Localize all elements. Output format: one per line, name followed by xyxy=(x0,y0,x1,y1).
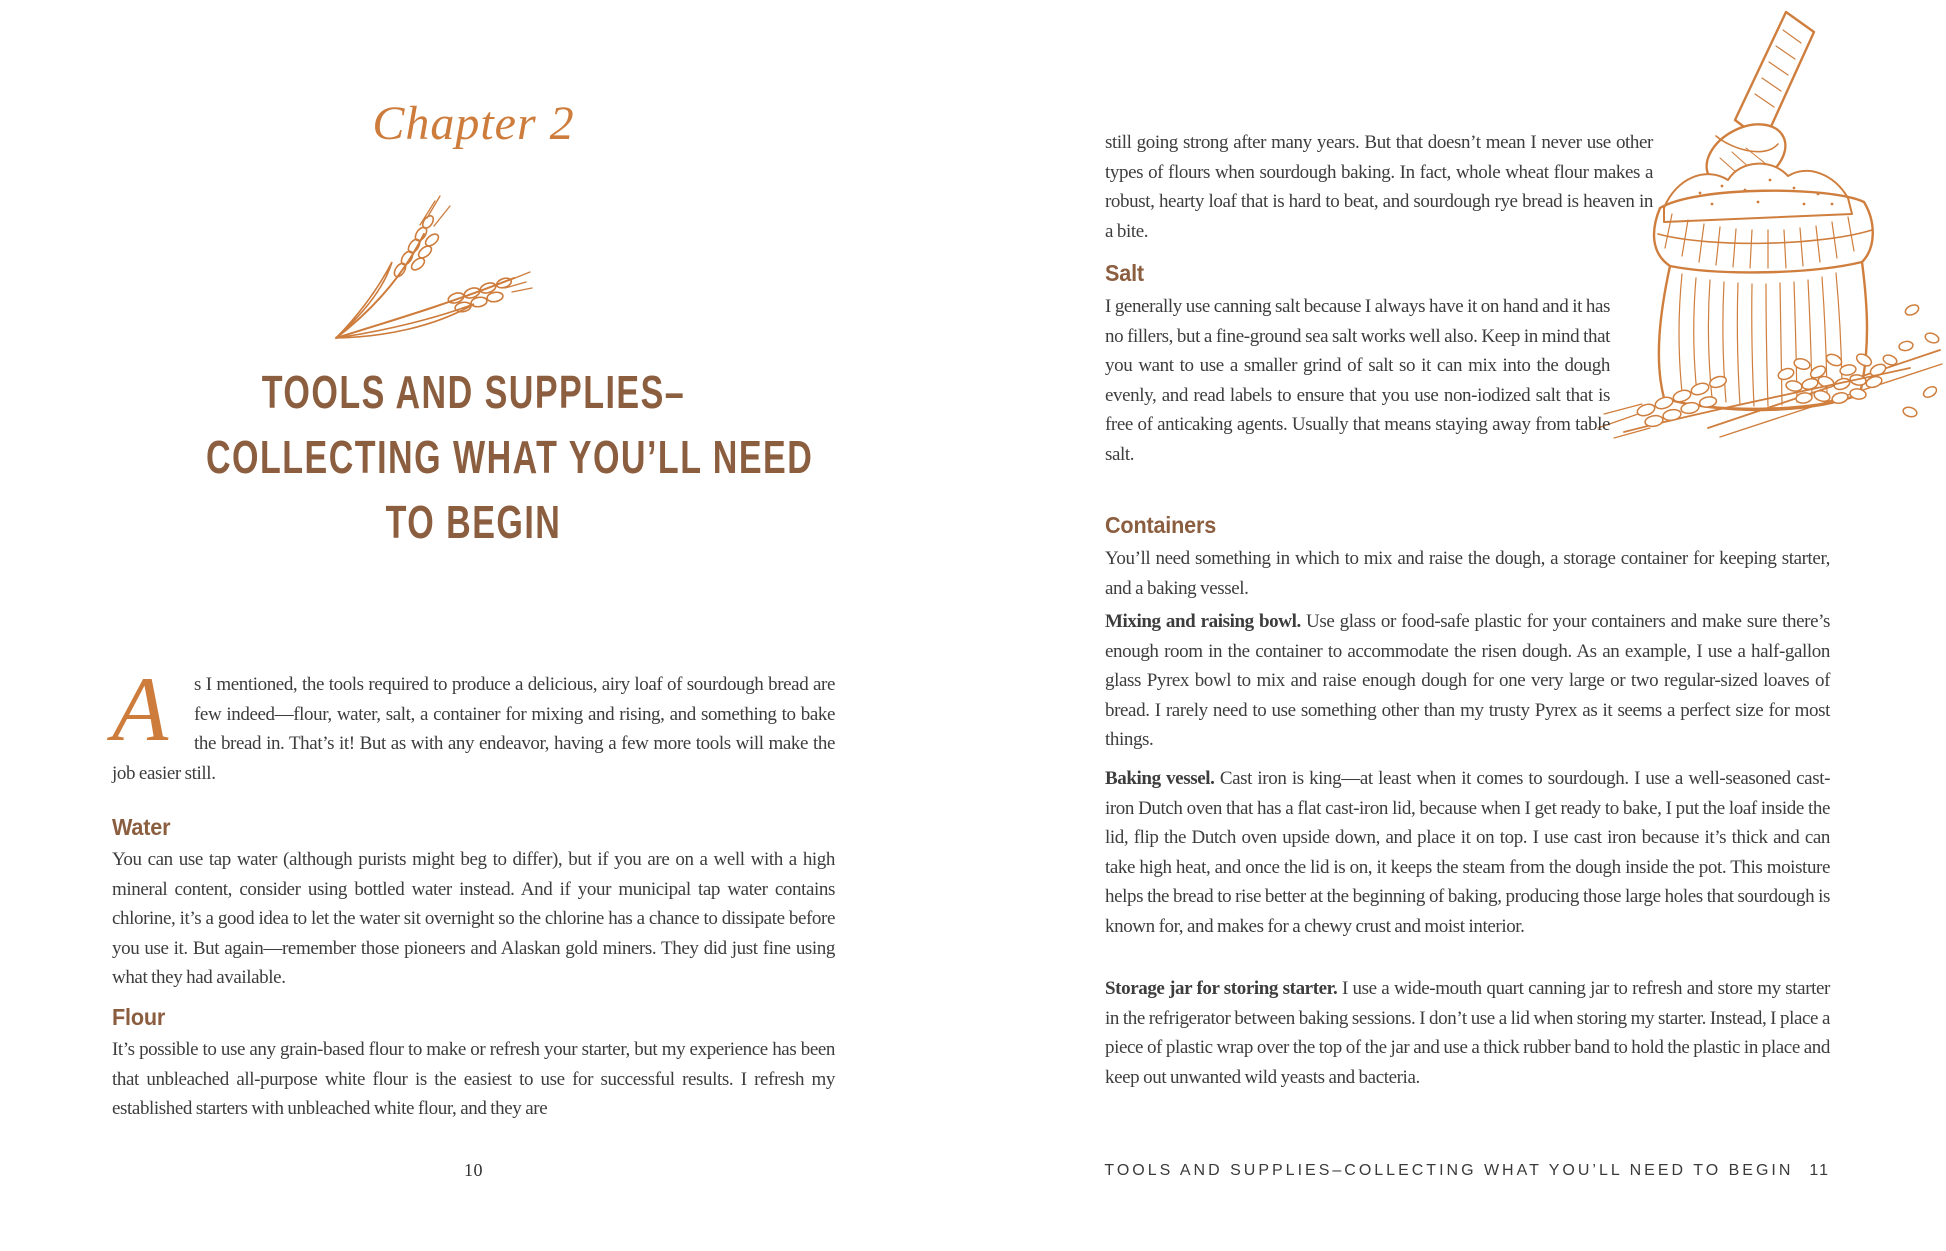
item-mixing-bowl-body: Use glass or food-safe plastic for your containers and make sure there’s enough room in the container to accommodate the risen dough. As an example, I use a half-gallon glass Pyrex bowl to mix and raise enough dough for one very large or two regular-sized loaves of bread. I rarely need to use something other than my trusty Pyrex as it seems a perfect size for most things. xyxy=(1105,611,1830,750)
item-mixing-bowl-lead: Mixing and raising bowl. xyxy=(1105,611,1301,632)
item-baking-vessel-body: Cast iron is king—at least when it comes to sourdough. I use a well-seasoned cast-iron Dutch oven that has a flat cast-iron lid, because when I get ready to bake, I put the loaf inside the lid, flip the Dutch oven upside down, and place it on top. I use cast iron because it’s thick and can take high heat, and once the lid is on, it keeps the steam from the dough inside the pot. This moisture helps the bread to rise better at the beginning of baking, producing those large holes that sourdough is known for, and makes for a chewy crust and moist interior. xyxy=(1105,768,1830,937)
chapter-title xyxy=(112,360,835,555)
running-head: TOOLS AND SUPPLIES–COLLECTING WHAT YOU’LL NEED TO BEGIN xyxy=(1104,1162,1794,1179)
drop-cap: A xyxy=(112,658,168,760)
section-body-salt: I generally use canning salt because I always have it on hand and it has no fillers, but a fine-ground sea salt works well also. Keep in mind that you want to use a smaller grind of salt so it can mix into the dough evenly, and read labels to ensure that you use non-iodized salt that is free of anticaking agents. Usually that means staying away from table salt. xyxy=(1105,296,1610,465)
item-storage-jar-body: I use a wide-mouth quart canning jar to refresh and store my starter in the refrigerator between baking sessions. I don’t use a lid when storing my starter. Instead, I place a piece of plastic wrap over the top of the jar and use a thick rubber band to hold the plastic in place and keep out unwanted wild yeasts and bacteria. xyxy=(1105,978,1830,1088)
running-footer xyxy=(1104,1162,1830,1180)
chapter-title-line-2: COLLECTING WHAT YOU’LL NEED xyxy=(205,431,814,483)
item-baking-vessel-lead: Baking vessel. xyxy=(1105,768,1215,789)
item-storage-jar-lead: Storage jar for storing starter. xyxy=(1105,978,1338,999)
page-number-right: 11 xyxy=(1809,1162,1830,1179)
section-body-water: You can use tap water (although purists might beg to differ), but if you are on a well with a high mineral content, consider using bottled water instead. And if your municipal tap water contains chlorine, it’s a good idea to let the water sit overnight so the chlorine has a chance to dissipate before you use it. But again—remember those pioneers and Alaskan gold miners. They did just fine using what they had available. xyxy=(112,849,835,988)
section-heading-water: Water xyxy=(112,814,171,840)
section-body-flour: It’s possible to use any grain-based flour to make or refresh your starter, but my experience has been that unbleached all-purpose white flour is the easiest to use for successful results. I refresh my established starters with unbleached white flour, and they are xyxy=(112,1039,835,1119)
item-storage-jar xyxy=(1105,974,1830,1092)
section-heading-flour: Flour xyxy=(112,1004,166,1030)
right-page xyxy=(973,0,1946,1251)
intro-text: s I mentioned, the tools required to produce a delicious, airy loaf of sourdough bread are few indeed—flour, water, salt, a container for mixing and rising, and something to bake the bread in. That’s it! But as with any endeavor, having a few more tools will make the job easier still. xyxy=(112,674,835,784)
chapter-label: Chapter 2 xyxy=(372,97,575,150)
section-heading-containers: Containers xyxy=(1105,512,1217,538)
chapter-title-line-3: TO BEGIN xyxy=(385,496,562,548)
page-number-left: 10 xyxy=(464,1160,483,1180)
continuation-paragraph: still going strong after many years. But that doesn’t mean I never use other types of flours when sourdough baking. In fact, whole wheat flour makes a robust, hearty loaf that is hard to beat, and sourdough rye bread is heaven in a bite. xyxy=(1105,132,1653,242)
item-baking-vessel xyxy=(1105,764,1830,941)
section-heading-salt: Salt xyxy=(1105,260,1144,286)
chapter-title-line-1: TOOLS AND SUPPLIES– xyxy=(261,366,686,418)
item-mixing-bowl xyxy=(1105,607,1830,755)
intro-paragraph xyxy=(112,658,835,788)
wheat-sprigs-illustration xyxy=(322,192,534,342)
section-body-containers: You’ll need something in which to mix and raise the dough, a storage container for keeping starter, and a baking vessel. xyxy=(1105,548,1830,599)
